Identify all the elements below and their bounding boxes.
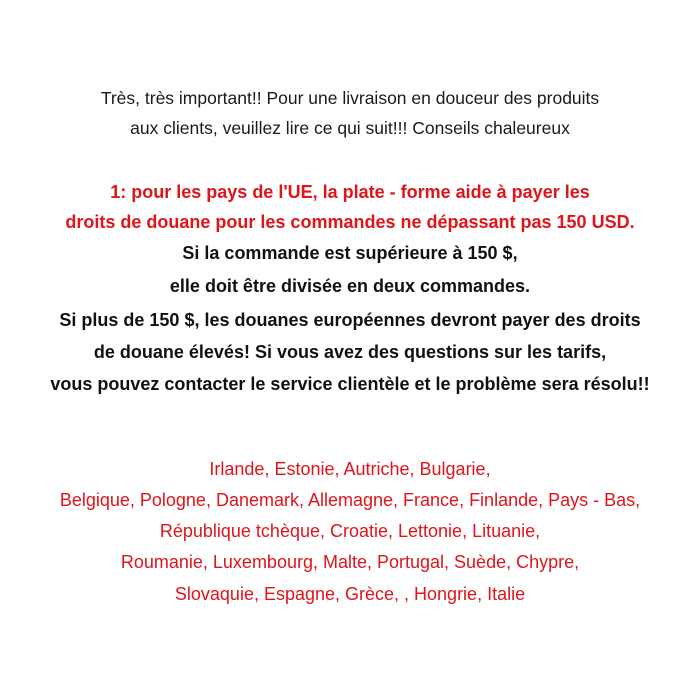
country-list-line-1: Irlande, Estonie, Autriche, Bulgarie,: [209, 459, 491, 479]
country-list-line-4: Roumanie, Luxembourg, Malte, Portugal, Suède, Chypre,: [120, 552, 580, 572]
country-list-line-3: République tchèque, Croatie, Lettonie, Lituanie,: [159, 521, 541, 541]
eu-notice-red-line-2: droits de douane pour les commandes ne dépassant pas 150 USD.: [65, 212, 635, 232]
eu-notice-black-line-3: Si plus de 150 $, les douanes européennes devront payer des droits: [59, 310, 641, 330]
eu-notice-black-line-2: elle doit être divisée en deux commandes.: [169, 276, 531, 296]
eu-notice-black-line-4: de douane élevés! Si vous avez des questions sur les tarifs,: [93, 342, 607, 362]
eu-notice-red-line-1: 1: pour les pays de l'UE, la plate - forme aide à payer les: [110, 182, 590, 202]
eu-notice-black-line-5: vous pouvez contacter le service clientèle et le problème sera résolu!!: [50, 374, 650, 394]
eu-notice-black-line-1: Si la commande est supérieure à 150 $,: [182, 243, 518, 263]
intro-line-2: aux clients, veuillez lire ce qui suit!!! Conseils chaleureux: [130, 118, 570, 138]
country-list-line-2: Belgique, Pologne, Danemark, Allemagne, France, Finlande, Pays - Bas,: [59, 490, 641, 510]
intro-line-1: Très, très important!! Pour une livraison en douceur des produits: [100, 88, 600, 108]
country-list-line-5: Slovaquie, Espagne, Grèce, , Hongrie, Italie: [174, 584, 526, 604]
